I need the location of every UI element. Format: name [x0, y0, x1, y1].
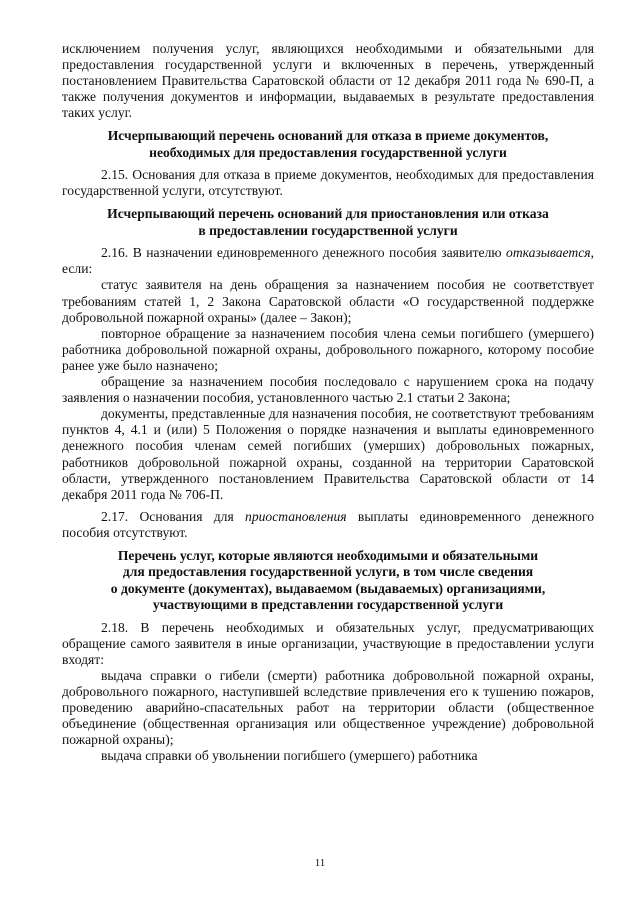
- emphasis-text: приостановления: [245, 508, 347, 524]
- list-item: документы, представленные для назначения пособия, не соответствуют требованиям пунктов 4, 4.1 и (или) 5 Положения о порядке назначения и выплаты единовременного денежного пособия членам семей погибших (умерших) добровольных пожарных, работников добровольной пожарной охраны, созданной на территории Саратовской области, утвержденного постановлением Правительства Саратовской области от 14 декабря 2011 года № 706-П.: [62, 406, 594, 502]
- heading-line: для предоставления государственной услуги, в том числе сведения: [122, 564, 534, 580]
- intro-paragraph: исключением получения услуг, являющихся необходимыми и обязательными для предоставления государственной услуги и включенных в перечень, утвержденный постановлением Правительства Саратовской области от 12 декабря 2011 года № 690-П, а также получения документов и информации, выдаваемых в результате предоставления таких услуг.: [62, 41, 594, 121]
- paragraph-text: 2.17. Основания для: [101, 508, 246, 524]
- list-item: выдача справки об увольнении погибшего (умершего) работника: [101, 748, 478, 764]
- page-number: 11: [314, 857, 326, 869]
- paragraph-text: , если:: [62, 245, 594, 277]
- heading-line: Перечень услуг, которые являются необходимыми и обязательными: [117, 547, 539, 563]
- paragraph-2-17: [62, 509, 594, 541]
- paragraph-text: 2.16. В назначении единовременного денежного пособия заявителю: [101, 245, 507, 261]
- heading-suspension-refusal: [62, 206, 594, 239]
- heading-line: участвующими в представлении государственной услуги: [152, 597, 504, 613]
- heading-line: Исчерпывающий перечень оснований для приостановления или отказа: [107, 206, 549, 222]
- paragraph-2-16: [62, 245, 594, 277]
- heading-line: в предоставлении государственной услуги: [198, 222, 458, 238]
- heading-line: необходимых для предоставления государственной услуги: [149, 144, 507, 160]
- emphasis-text: отказывается: [506, 245, 591, 261]
- paragraph-2-18: 2.18. В перечень необходимых и обязательных услуг, предусматривающих обращение самого заявителя в иные организации, участвующие в предоставлении услуги входят:: [62, 619, 594, 667]
- heading-refusal-documents: [62, 128, 594, 161]
- heading-required-services: [62, 548, 594, 614]
- heading-line: Исчерпывающий перечень оснований для отказа в приеме документов,: [107, 128, 549, 144]
- list-item: статус заявителя на день обращения за назначением пособия не соответствует требованиям статей 1, 2 Закона Саратовской области «О государственной поддержке добровольной пожарной охраны» (далее – Закон);: [62, 277, 594, 325]
- list-item: выдача справки о гибели (смерти) работника добровольной пожарной охраны, добровольного пожарного, наступившей вследствие привлечения его к тушению пожаров, проведению аварийно-спасательных работ на территории области (общественное объединение (общественная организация или общественное учреждение) добровольной пожарной охраны);: [62, 667, 594, 748]
- heading-line: о документе (документах), выдаваемом (выдаваемых) организациями,: [110, 580, 546, 596]
- paragraph-2-15: 2.15. Основания для отказа в приеме документов, необходимых для предоставления государственной услуги, отсутствуют.: [62, 167, 594, 199]
- paragraph-text: выплаты единовременного денежного пособия отсутствуют.: [62, 508, 594, 540]
- list-item: обращение за назначением пособия последовало с нарушением срока на подачу заявления о назначении пособия, установленного частью 2.1 статьи 2 Закона;: [62, 374, 594, 406]
- list-item: повторное обращение за назначением пособия члена семьи погибшего (умершего) работника добровольной пожарной охраны, добровольного пожарного, которому пособие ранее уже было назначено;: [62, 325, 594, 373]
- document-page: [62, 41, 594, 764]
